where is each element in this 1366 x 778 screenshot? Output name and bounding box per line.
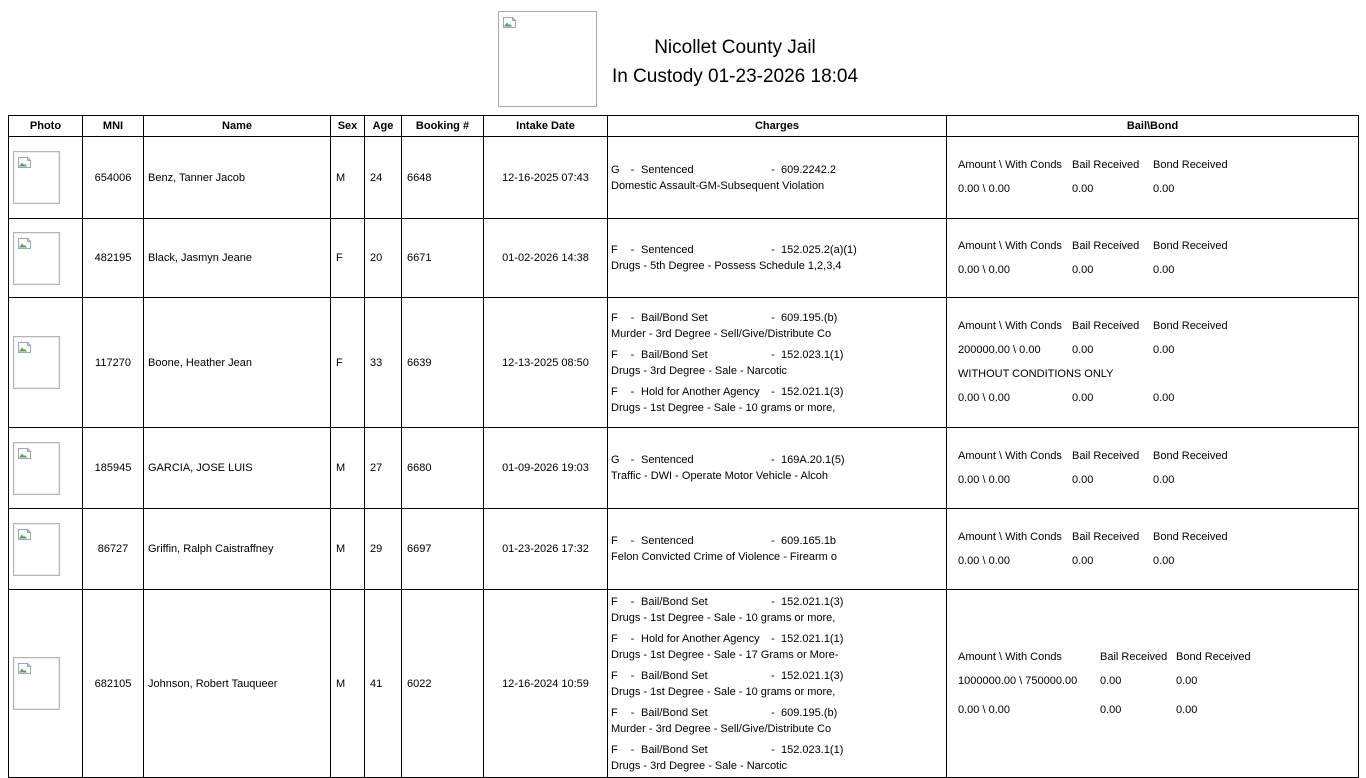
mni-cell: 682105 [83, 590, 144, 778]
charge-entry [611, 594, 946, 626]
charge-dash: - [630, 743, 635, 756]
charge-dash: - [630, 348, 635, 361]
charge-statute: 609.165.1b [781, 535, 837, 547]
charge-entry [611, 162, 946, 194]
bail-amounts-line [958, 472, 1358, 489]
charge-dash: - [771, 535, 775, 547]
bail-received-value: 0.00 [1072, 392, 1094, 404]
charge-dash: - [630, 706, 635, 719]
bail-header-line [958, 157, 1358, 174]
name-cell: Black, Jasmyn Jeane [144, 219, 331, 298]
age-cell: 33 [365, 298, 402, 428]
bail-amounts-line [958, 390, 1358, 407]
charges-cell [608, 219, 947, 298]
broken-image-icon [17, 527, 33, 543]
charge-entry [611, 668, 946, 700]
bail-received-value: 0.00 [1072, 473, 1094, 486]
charge-description: Drugs - 1st Degree - Sale - 10 grams or more, [611, 401, 836, 414]
bond-received-label: Bond Received [1153, 320, 1228, 332]
charge-status: Bail/Bond Set [641, 669, 708, 682]
table-header-row [9, 116, 1359, 137]
bond-received-value: 0.00 [1153, 183, 1175, 195]
col-header-photo: Photo [9, 116, 83, 137]
bail-amount-value: 1000000.00 \ 750000.00 [958, 674, 1078, 687]
charge-line1 [611, 452, 946, 468]
bail-amount-value: 0.00 \ 0.00 [958, 183, 1010, 195]
col-header-booking: Booking # [402, 116, 484, 137]
sex-cell: M [331, 509, 365, 590]
charge-dash: - [771, 348, 775, 361]
inmate-photo-placeholder [13, 336, 60, 389]
charge-line1 [611, 742, 946, 758]
charge-line1 [611, 384, 946, 400]
intake-date-cell: 12-13-2025 08:50 [484, 298, 608, 428]
charge-entry [611, 533, 946, 565]
charge-entry [611, 631, 946, 663]
charge-dash: - [630, 385, 635, 398]
bail-bond-cell [947, 590, 1359, 778]
bail-amounts-line [958, 553, 1358, 570]
charge-dash: - [771, 706, 775, 719]
age-cell: 27 [365, 428, 402, 509]
inmate-photo-placeholder [13, 657, 60, 710]
bond-received-value: 0.00 [1153, 344, 1175, 356]
charge-status: Bail/Bond Set [641, 743, 708, 756]
broken-image-icon [17, 340, 33, 356]
charge-entry [611, 384, 946, 416]
bail-amounts-line [958, 702, 1358, 719]
charge-line1 [611, 705, 946, 721]
photo-cell [9, 298, 83, 428]
bail-amounts-line [958, 342, 1358, 359]
bail-header-line [958, 529, 1358, 546]
col-header-bail-bond: Bail\Bond [947, 116, 1359, 137]
in-custody-table [8, 115, 1359, 778]
intake-date-cell: 12-16-2024 10:59 [484, 590, 608, 778]
bond-received-label: Bond Received [1153, 159, 1228, 171]
charge-status: Sentenced [641, 163, 694, 176]
inmate-photo-placeholder [13, 151, 60, 204]
charge-line1 [611, 594, 946, 610]
charge-grade: F [611, 311, 618, 324]
bail-amount-value: 0.00 \ 0.00 [958, 473, 1010, 486]
charge-grade: F [611, 535, 618, 547]
intake-date-cell: 12-16-2025 07:43 [484, 137, 608, 219]
name-cell: Boone, Heather Jean [144, 298, 331, 428]
bail-amount-label: Amount \ With Conds [958, 159, 1062, 171]
bail-note: WITHOUT CONDITIONS ONLY [958, 368, 1114, 380]
charge-grade: F [611, 348, 618, 361]
charge-description: Murder - 3rd Degree - Sell/Give/Distribute Co [611, 327, 832, 340]
charge-line1 [611, 533, 946, 549]
charge-dash: - [771, 244, 775, 256]
col-header-name: Name [144, 116, 331, 137]
charge-status: Sentenced [641, 535, 694, 547]
charge-status: Bail/Bond Set [641, 311, 708, 324]
bail-amount-label: Amount \ With Conds [958, 650, 1062, 663]
mni-cell: 86727 [83, 509, 144, 590]
broken-image-icon [17, 446, 33, 462]
bond-received-label: Bond Received [1153, 530, 1228, 543]
col-header-sex: Sex [331, 116, 365, 137]
bail-header-line [958, 318, 1358, 335]
broken-image-icon [17, 155, 33, 171]
photo-cell [9, 509, 83, 590]
bail-received-value: 0.00 [1100, 703, 1122, 716]
charge-dash: - [630, 311, 635, 324]
booking-cell: 6022 [402, 590, 484, 778]
sex-cell: M [331, 137, 365, 219]
charge-entry [611, 742, 946, 774]
bail-amount-value: 0.00 \ 0.00 [958, 263, 1010, 276]
booking-cell: 6680 [402, 428, 484, 509]
charge-description: Drugs - 3rd Degree - Sale - Narcotic [611, 364, 788, 377]
charge-grade: G [611, 163, 620, 176]
charge-statute: 152.023.1(1) [781, 743, 844, 756]
bail-amount-value: 0.00 \ 0.00 [958, 392, 1010, 404]
charge-dash: - [771, 163, 775, 176]
charge-grade: F [611, 706, 618, 719]
bail-received-label: Bail Received [1072, 320, 1140, 332]
charge-line1 [611, 668, 946, 684]
charge-statute: 152.021.1(1) [781, 632, 844, 645]
charge-grade: F [611, 743, 618, 756]
charge-dash: - [630, 535, 635, 547]
bail-received-value: 0.00 [1100, 674, 1122, 687]
charge-grade: F [611, 632, 618, 645]
intake-date-cell: 01-23-2026 17:32 [484, 509, 608, 590]
bond-received-value: 0.00 [1153, 263, 1175, 276]
bail-bond-cell [947, 428, 1359, 509]
charge-status: Bail/Bond Set [641, 348, 708, 361]
bail-amount-label: Amount \ With Conds [958, 320, 1062, 332]
charge-line1 [611, 631, 946, 647]
bail-header-line [958, 649, 1358, 666]
charge-description: Drugs - 3rd Degree - Sale - Narcotic [611, 759, 788, 772]
bail-amount-value: 200000.00 \ 0.00 [958, 344, 1041, 356]
charge-statute: 609.195.(b) [781, 311, 838, 324]
bail-bond-cell [947, 509, 1359, 590]
mni-cell: 185945 [83, 428, 144, 509]
charge-dash: - [771, 311, 775, 324]
charges-cell [608, 509, 947, 590]
col-header-mni: MNI [83, 116, 144, 137]
charges-cell [608, 298, 947, 428]
bond-received-value: 0.00 [1176, 703, 1198, 716]
bail-amounts-line [958, 262, 1358, 279]
charge-dash: - [771, 743, 775, 756]
mni-cell: 482195 [83, 219, 144, 298]
bail-bond-cell [947, 219, 1359, 298]
col-header-age: Age [365, 116, 402, 137]
charge-entry [611, 705, 946, 737]
charge-description: Drugs - 1st Degree - Sale - 10 grams or more, [611, 685, 836, 698]
bail-received-label: Bail Received [1072, 239, 1140, 252]
charges-cell [608, 137, 947, 219]
age-cell: 29 [365, 509, 402, 590]
mni-cell: 117270 [83, 298, 144, 428]
charge-description: Drugs - 1st Degree - Sale - 17 Grams or More- [611, 648, 839, 661]
report-title: Nicollet County Jail [654, 37, 816, 58]
charge-line1 [611, 310, 946, 326]
bond-received-label: Bond Received [1153, 449, 1228, 462]
charge-grade: F [611, 244, 618, 256]
booking-cell: 6639 [402, 298, 484, 428]
charge-description: Drugs - 5th Degree - Possess Schedule 1,2,3,4 [611, 260, 842, 272]
charge-dash: - [771, 632, 775, 645]
intake-date-cell: 01-02-2026 14:38 [484, 219, 608, 298]
sex-cell: F [331, 219, 365, 298]
charge-line1 [611, 162, 946, 178]
charge-grade: F [611, 595, 618, 608]
booking-cell: 6697 [402, 509, 484, 590]
bail-received-label: Bail Received [1072, 449, 1140, 462]
charge-statute: 152.023.1(1) [781, 348, 844, 361]
bail-bond-cell [947, 298, 1359, 428]
charge-entry [611, 310, 946, 342]
booking-cell: 6671 [402, 219, 484, 298]
charges-cell [608, 428, 947, 509]
sex-cell: F [331, 298, 365, 428]
col-header-charges: Charges [608, 116, 947, 137]
intake-date-cell: 01-09-2026 19:03 [484, 428, 608, 509]
sex-cell: M [331, 590, 365, 778]
bail-amount-value: 0.00 \ 0.00 [958, 703, 1010, 716]
bond-received-value: 0.00 [1176, 674, 1198, 687]
inmate-row [9, 590, 1359, 778]
bail-amount-label: Amount \ With Conds [958, 239, 1062, 252]
charge-dash: - [771, 595, 775, 608]
charge-description: Traffic - DWI - Operate Motor Vehicle - Alcoh [611, 470, 829, 482]
charge-grade: F [611, 385, 618, 398]
charge-status: Bail/Bond Set [641, 706, 708, 719]
charges-cell [608, 590, 947, 778]
col-header-intake-date: Intake Date [484, 116, 608, 137]
bail-received-label: Bail Received [1072, 530, 1140, 543]
bail-amount-value: 0.00 \ 0.00 [958, 554, 1010, 567]
bail-received-value: 0.00 [1072, 344, 1094, 356]
age-cell: 41 [365, 590, 402, 778]
charge-statute: 152.021.1(3) [781, 669, 844, 682]
charge-dash: - [630, 669, 635, 682]
bail-received-value: 0.00 [1072, 183, 1094, 195]
bail-received-label: Bail Received [1100, 650, 1168, 663]
charge-line1 [611, 347, 946, 363]
name-cell: GARCIA, JOSE LUIS [144, 428, 331, 509]
photo-cell [9, 219, 83, 298]
bond-received-label: Bond Received [1176, 650, 1251, 663]
charge-description: Felon Convicted Crime of Violence - Firearm o [611, 551, 837, 563]
charge-dash: - [630, 244, 635, 256]
bond-received-label: Bond Received [1153, 239, 1228, 252]
bail-received-label: Bail Received [1072, 159, 1140, 171]
charge-dash: - [771, 454, 775, 466]
bail-amount-label: Amount \ With Conds [958, 449, 1062, 462]
bail-amounts-line [958, 673, 1358, 690]
inmate-row [9, 137, 1359, 219]
broken-image-icon [17, 661, 33, 677]
bail-amounts-line [958, 181, 1358, 198]
age-cell: 24 [365, 137, 402, 219]
inmate-row [9, 298, 1359, 428]
charge-description: Domestic Assault-GM-Subsequent Violation [611, 179, 825, 192]
bail-received-value: 0.00 [1072, 263, 1094, 276]
report-header [0, 0, 1366, 115]
charge-dash: - [630, 163, 635, 176]
mni-cell: 654006 [83, 137, 144, 219]
bail-header-line [958, 238, 1358, 255]
name-cell: Griffin, Ralph Caistraffney [144, 509, 331, 590]
charge-statute: 169A.20.1(5) [781, 454, 845, 466]
bail-amount-label: Amount \ With Conds [958, 530, 1062, 543]
charge-status: Hold for Another Agency [641, 385, 760, 398]
charge-status: Sentenced [641, 454, 694, 466]
photo-cell [9, 137, 83, 219]
photo-cell [9, 590, 83, 778]
bond-received-value: 0.00 [1153, 554, 1175, 567]
charge-grade: G [611, 454, 620, 466]
bond-received-value: 0.00 [1153, 473, 1175, 486]
report-title-block [535, 33, 935, 91]
charge-grade: F [611, 669, 618, 682]
broken-image-icon [17, 236, 33, 252]
inmate-photo-placeholder [13, 523, 60, 576]
charge-dash: - [630, 454, 635, 466]
charge-dash: - [630, 632, 635, 645]
charge-statute: 152.021.1(3) [781, 595, 844, 608]
charge-dash: - [771, 669, 775, 682]
broken-image-icon [502, 15, 518, 31]
inmate-row [9, 509, 1359, 590]
charge-statute: 152.025.2(a)(1) [781, 244, 857, 256]
charge-dash: - [771, 385, 775, 398]
name-cell: Johnson, Robert Tauqueer [144, 590, 331, 778]
charge-dash: - [630, 595, 635, 608]
charge-status: Sentenced [641, 244, 694, 256]
report-subtitle: In Custody 01-23-2026 18:04 [611, 66, 859, 87]
charge-description: Drugs - 1st Degree - Sale - 10 grams or more, [611, 611, 836, 624]
bail-header-line [958, 448, 1358, 465]
inmate-row [9, 428, 1359, 509]
charge-status: Bail/Bond Set [641, 595, 708, 608]
charge-statute: 609.2242.2 [781, 163, 837, 176]
charge-entry [611, 452, 946, 484]
charge-line1 [611, 242, 946, 258]
bond-received-value: 0.00 [1153, 392, 1175, 404]
charge-status: Hold for Another Agency [641, 632, 760, 645]
age-cell: 20 [365, 219, 402, 298]
booking-cell: 6648 [402, 137, 484, 219]
charge-entry [611, 347, 946, 379]
photo-cell [9, 428, 83, 509]
sex-cell: M [331, 428, 365, 509]
charge-statute: 152.021.1(3) [781, 385, 844, 398]
charge-statute: 609.195.(b) [781, 706, 838, 719]
charge-description: Murder - 3rd Degree - Sell/Give/Distribute Co [611, 722, 832, 735]
name-cell: Benz, Tanner Jacob [144, 137, 331, 219]
bail-bond-cell [947, 137, 1359, 219]
inmate-photo-placeholder [13, 232, 60, 285]
bail-received-value: 0.00 [1072, 554, 1094, 567]
inmate-photo-placeholder [13, 442, 60, 495]
inmate-row [9, 219, 1359, 298]
charge-entry [611, 242, 946, 274]
